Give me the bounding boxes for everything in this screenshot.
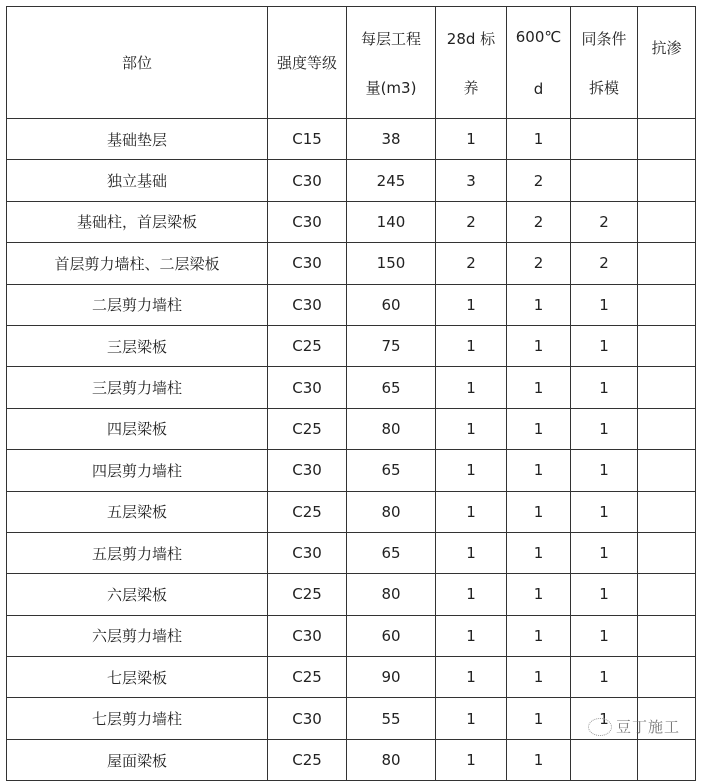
cell-volume: 65 (347, 367, 436, 408)
cell-same (571, 160, 638, 201)
watermark-logo-icon (588, 718, 612, 736)
table-row (7, 284, 696, 325)
cell-grade: C30 (268, 284, 347, 325)
table-row (7, 491, 696, 532)
cell-std28: 1 (436, 408, 507, 449)
cell-volume: 140 (347, 201, 436, 242)
cell-part: 基础垫层 (7, 119, 268, 160)
cell-600: 1 (507, 367, 571, 408)
cell-part: 五层剪力墙柱 (7, 532, 268, 573)
cell-grade: C25 (268, 739, 347, 780)
cell-grade: C25 (268, 657, 347, 698)
cell-std28: 1 (436, 450, 507, 491)
cell-part: 六层梁板 (7, 574, 268, 615)
table-row (7, 657, 696, 698)
header-grade: 强度等级 (268, 7, 347, 119)
cell-part: 七层梁板 (7, 657, 268, 698)
cell-600: 1 (507, 408, 571, 449)
cell-grade: C30 (268, 160, 347, 201)
header-volume-line1: 每层工程 (360, 29, 421, 48)
cell-600: 1 (507, 574, 571, 615)
cell-anti (638, 574, 696, 615)
cell-600: 2 (507, 201, 571, 242)
cell-volume: 80 (347, 574, 436, 615)
cell-part: 基础柱，首层梁板 (7, 201, 268, 242)
cell-same (571, 119, 638, 160)
cell-std28: 3 (436, 160, 507, 201)
cell-same: 1 (571, 532, 638, 573)
cell-anti (638, 243, 696, 284)
header-anti: 抗渗 (638, 7, 696, 119)
header-std28 (436, 7, 507, 119)
cell-volume: 150 (347, 243, 436, 284)
cell-600: 1 (507, 532, 571, 573)
cell-same: 2 (571, 201, 638, 242)
cell-part: 四层剪力墙柱 (7, 450, 268, 491)
cell-same: 1 (571, 325, 638, 366)
header-600 (507, 7, 571, 119)
cell-600: 1 (507, 119, 571, 160)
cell-anti (638, 408, 696, 449)
cell-std28: 1 (436, 491, 507, 532)
cell-same: 1 (571, 367, 638, 408)
cell-grade: C25 (268, 325, 347, 366)
cell-volume: 65 (347, 532, 436, 573)
cell-600: 1 (507, 325, 571, 366)
cell-same: 1 (571, 450, 638, 491)
cell-std28: 2 (436, 243, 507, 284)
cell-anti (638, 201, 696, 242)
cell-std28: 1 (436, 325, 507, 366)
cell-std28: 1 (436, 284, 507, 325)
cell-std28: 1 (436, 574, 507, 615)
cell-volume: 80 (347, 408, 436, 449)
cell-part: 七层剪力墙柱 (7, 698, 268, 739)
cell-same: 1 (571, 408, 638, 449)
cell-anti (638, 160, 696, 201)
cell-part: 屋面梁板 (7, 739, 268, 780)
cell-volume: 80 (347, 739, 436, 780)
cell-600: 1 (507, 657, 571, 698)
cell-volume: 65 (347, 450, 436, 491)
table-row (7, 201, 696, 242)
cell-grade: C30 (268, 243, 347, 284)
table-row (7, 325, 696, 366)
header-same (571, 7, 638, 119)
header-std28-line2: 养 (463, 78, 479, 97)
cell-same: 1 (571, 491, 638, 532)
cell-volume: 55 (347, 698, 436, 739)
header-600-line2: d (533, 79, 544, 98)
cell-grade: C30 (268, 698, 347, 739)
table-row (7, 119, 696, 160)
header-same-line2: 拆模 (588, 78, 619, 97)
cell-anti (638, 325, 696, 366)
cell-anti (638, 739, 696, 780)
concrete-sample-table (6, 6, 696, 781)
cell-volume: 60 (347, 615, 436, 656)
cell-part: 三层梁板 (7, 325, 268, 366)
cell-same: 1 (571, 698, 638, 739)
cell-std28: 1 (436, 615, 507, 656)
table-row (7, 160, 696, 201)
table-row (7, 243, 696, 284)
cell-volume: 245 (347, 160, 436, 201)
cell-anti (638, 450, 696, 491)
cell-std28: 1 (436, 532, 507, 573)
cell-600: 1 (507, 491, 571, 532)
cell-part: 四层梁板 (7, 408, 268, 449)
cell-600: 1 (507, 284, 571, 325)
cell-grade: C25 (268, 574, 347, 615)
cell-std28: 1 (436, 119, 507, 160)
cell-std28: 1 (436, 698, 507, 739)
table-row (7, 450, 696, 491)
cell-same: 1 (571, 574, 638, 615)
cell-same: 1 (571, 657, 638, 698)
cell-std28: 1 (436, 657, 507, 698)
cell-600: 1 (507, 739, 571, 780)
cell-anti (638, 615, 696, 656)
cell-anti (638, 532, 696, 573)
cell-600: 1 (507, 450, 571, 491)
cell-same (571, 739, 638, 780)
cell-anti (638, 657, 696, 698)
cell-same: 1 (571, 615, 638, 656)
cell-std28: 1 (436, 739, 507, 780)
cell-600: 2 (507, 160, 571, 201)
cell-same: 1 (571, 284, 638, 325)
table-row (7, 367, 696, 408)
table-row (7, 615, 696, 656)
table-row (7, 739, 696, 780)
cell-grade: C25 (268, 408, 347, 449)
header-same-line1: 同条件 (581, 29, 627, 48)
table-row (7, 408, 696, 449)
cell-600: 1 (507, 698, 571, 739)
header-volume (347, 7, 436, 119)
cell-part: 五层梁板 (7, 491, 268, 532)
cell-grade: C30 (268, 201, 347, 242)
cell-part: 三层剪力墙柱 (7, 367, 268, 408)
cell-part: 独立基础 (7, 160, 268, 201)
cell-volume: 60 (347, 284, 436, 325)
cell-volume: 80 (347, 491, 436, 532)
cell-grade: C30 (268, 450, 347, 491)
cell-part: 首层剪力墙柱、二层梁板 (7, 243, 268, 284)
header-600-line1: 600℃ (515, 27, 562, 46)
header-part: 部位 (7, 7, 268, 119)
watermark (588, 716, 680, 737)
header-row (7, 7, 696, 119)
cell-anti (638, 119, 696, 160)
watermark-text: 豆丁施工 (616, 718, 681, 736)
cell-grade: C25 (268, 491, 347, 532)
cell-std28: 2 (436, 201, 507, 242)
cell-std28: 1 (436, 367, 507, 408)
cell-grade: C15 (268, 119, 347, 160)
cell-same: 2 (571, 243, 638, 284)
cell-grade: C30 (268, 615, 347, 656)
cell-volume: 75 (347, 325, 436, 366)
cell-part: 六层剪力墙柱 (7, 615, 268, 656)
cell-part: 二层剪力墙柱 (7, 284, 268, 325)
cell-grade: C30 (268, 532, 347, 573)
table-row (7, 532, 696, 573)
cell-600: 2 (507, 243, 571, 284)
cell-volume: 90 (347, 657, 436, 698)
cell-grade: C30 (268, 367, 347, 408)
table-row (7, 574, 696, 615)
cell-600: 1 (507, 615, 571, 656)
cell-volume: 38 (347, 119, 436, 160)
cell-anti (638, 284, 696, 325)
header-volume-line2: 量(m3) (365, 78, 417, 97)
cell-anti (638, 491, 696, 532)
cell-anti (638, 367, 696, 408)
header-std28-line1: 28d 标 (446, 29, 496, 48)
